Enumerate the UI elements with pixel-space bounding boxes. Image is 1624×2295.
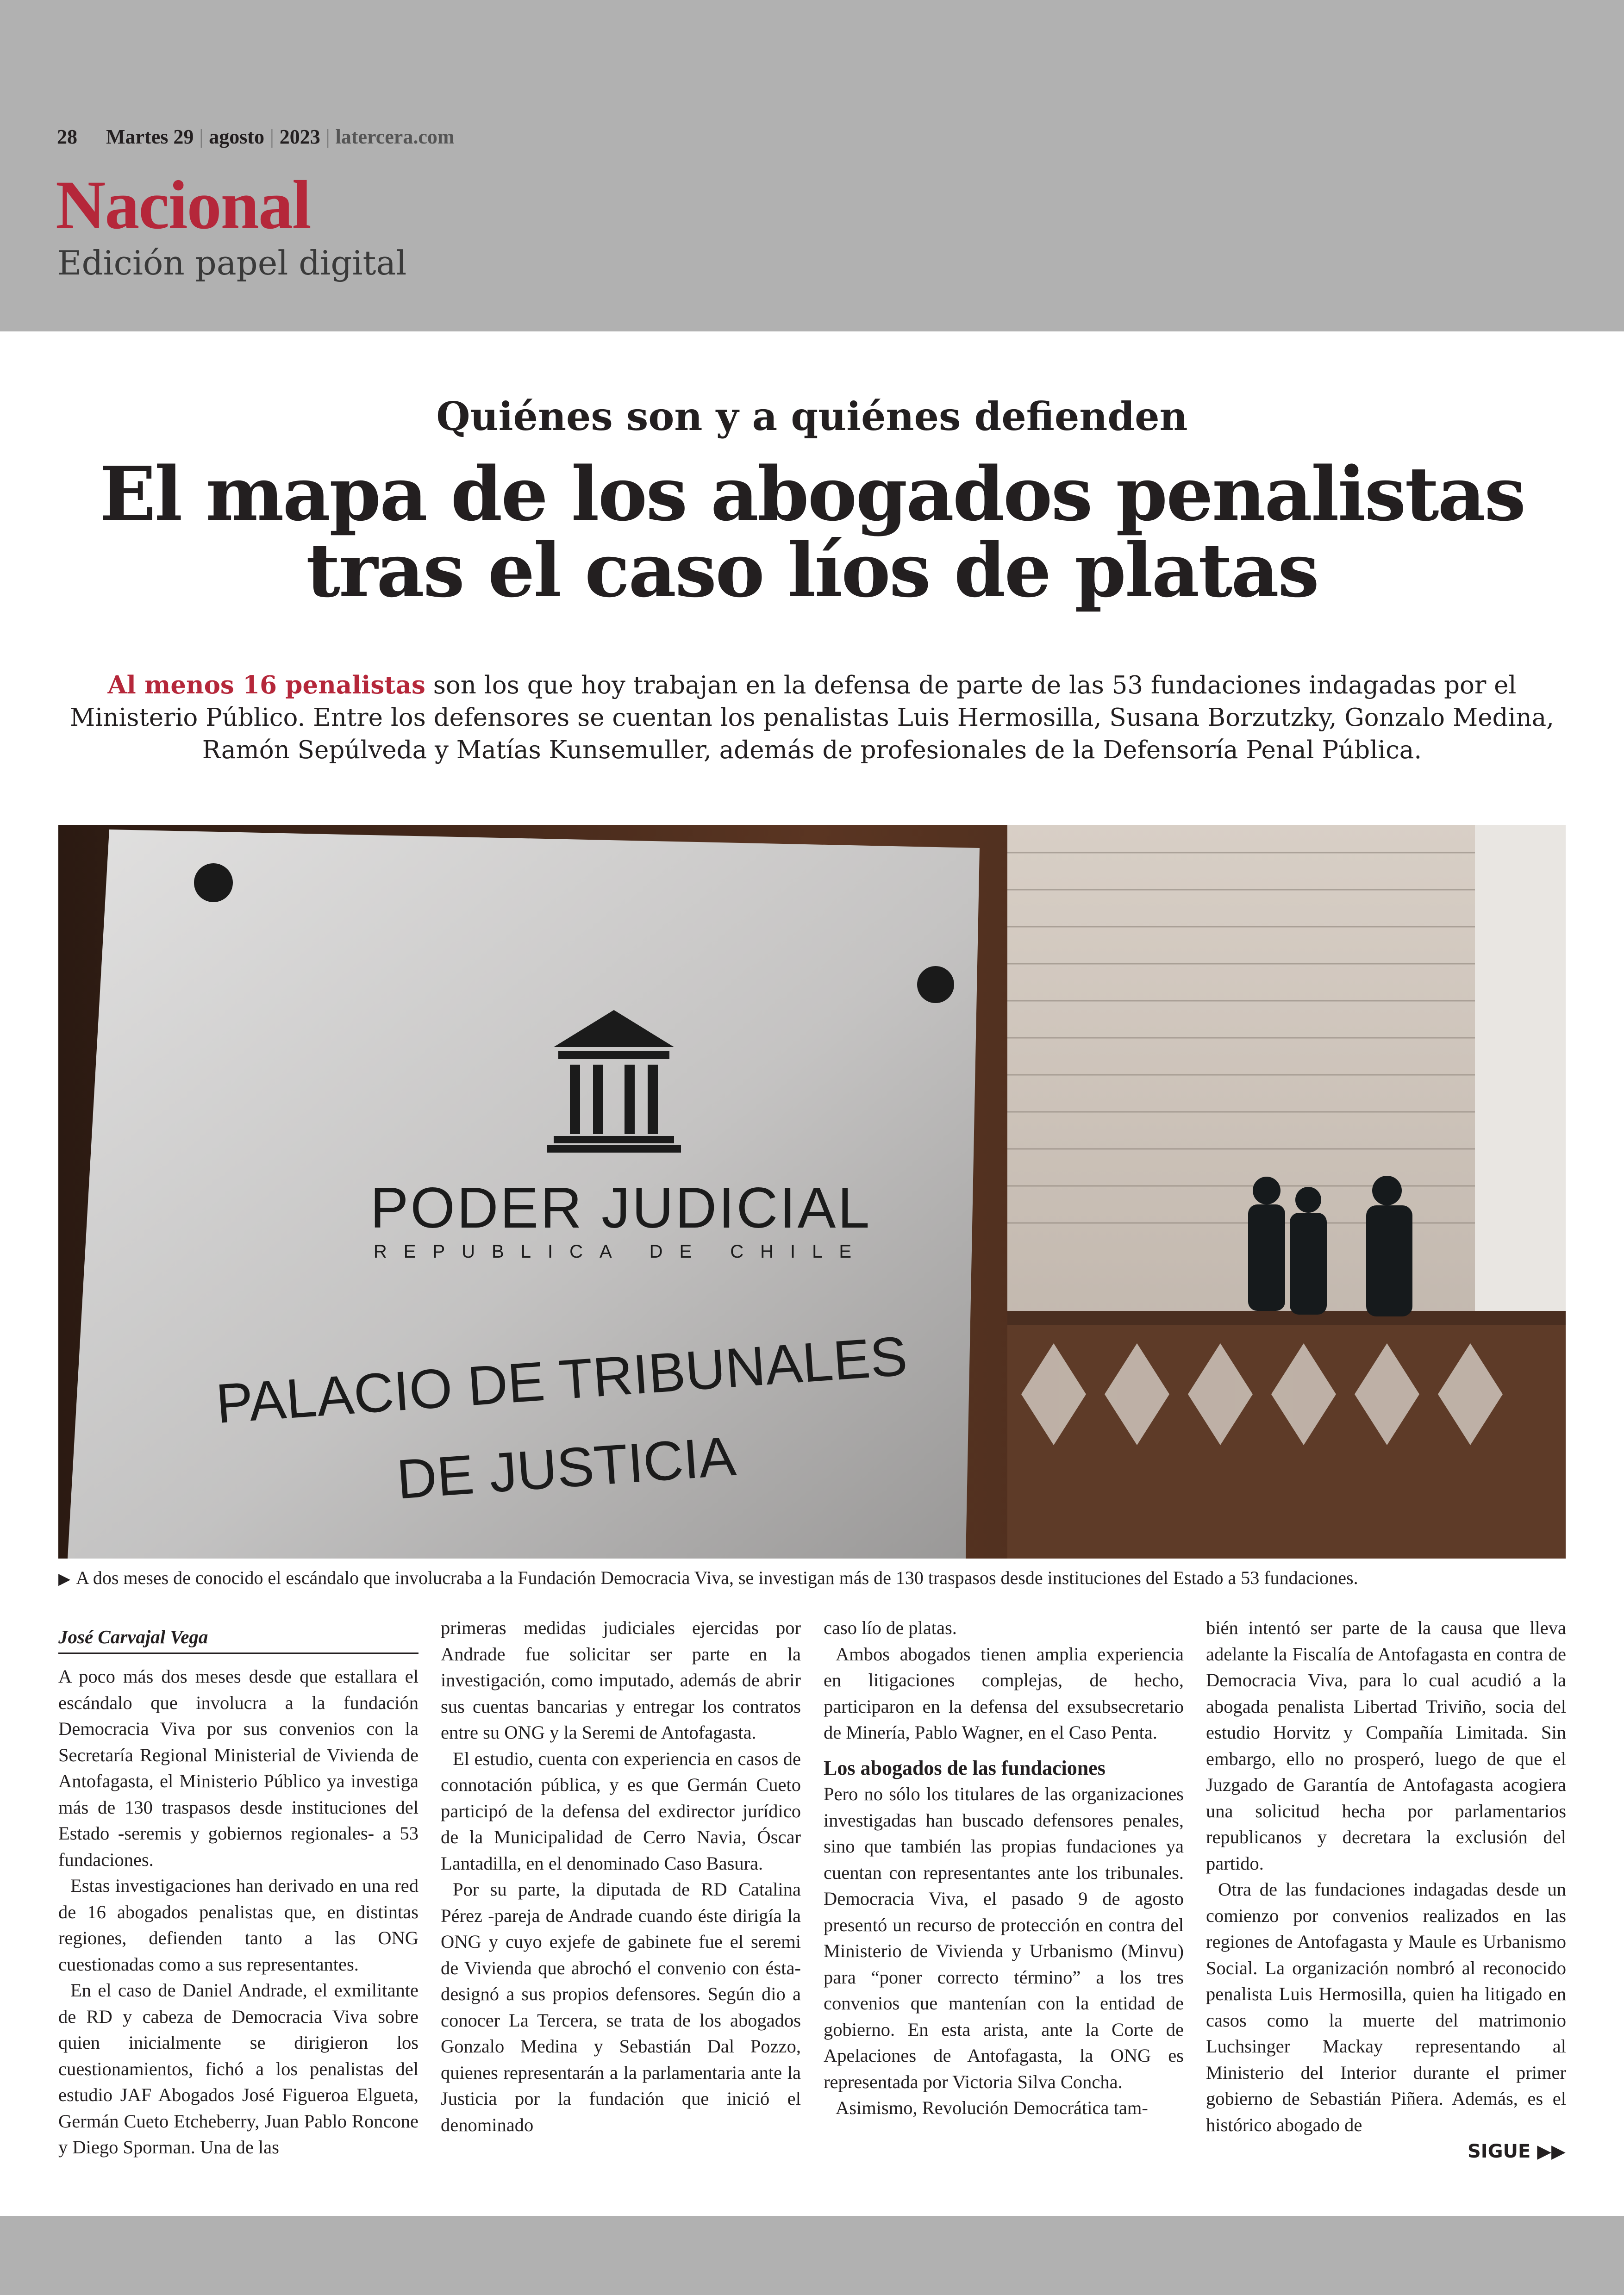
article-lede [60, 669, 1564, 767]
lede-text: son los que hoy trabajan en la defensa de parte de las 53 fundaciones indagadas por el Ministerio Público. Entre los defensores se cuentan los penalistas Luis Hermosilla, Susana Borzutzky, Gonzalo Medina, Ramón Sepúlveda y Matías Kunsemuller, además de profesionales de la Defensoría Penal Pública. [69, 671, 1555, 764]
sign-line-4: DE JUSTICIA [394, 1425, 738, 1511]
issue-month: agosto [209, 125, 264, 148]
edition-label: Edición papel digital [57, 243, 407, 282]
paragraph: En el caso de Daniel Andrade, el exmilitante de RD y cabeza de Democracia Viva sobre quien inicialmente se dirigieron los cuestionamientos, fichó a los penalistas del estudio JAF Abogados José Figueroa Elgueta, Germán Cueto Etcheberry, Juan Pablo Roncone y Diego Sporman. Una de las [58, 1980, 418, 2158]
paragraph: bién intentó ser parte de la causa que lleva adelante la Fiscalía de Antofagasta en contra de Democracia Viva, para lo cual acudió a la abogada penalista Libertad Triviño, socia del estudio Horvitz y Compañía Limitada. Sin embargo, ello no prosperó, luego de que el Juzgado de Garantía de Antofagasta acogiera una solicitud hecha por parlamentarios republicanos y decretara la exclusión del partido. [1206, 1617, 1566, 1874]
issue-year: 2023 [279, 125, 320, 148]
article-photo [58, 825, 1566, 1559]
section-title: Nacional [56, 167, 311, 243]
issue-day: Martes 29 [106, 125, 194, 148]
caption-arrow-icon: ▶ [58, 1571, 71, 1588]
body-column-1 [58, 1664, 418, 2161]
continue-label: SIGUE [1468, 2141, 1531, 2162]
paragraph: Por su parte, la diputada de RD Catalina Pérez -pareja de Andrade cuando éste dirigía la ONG y cuyo exjefe de gabinete fue el seremi de Vivienda que abrochó el convenio con ésta- designó a sus propios defensores. Según dio a conocer La Tercera, se trata de los abogados Gonzalo Medina y Sebastián Dal Pozzo, quienes representarán a la parlamentaria ante la Justicia por la fundación que inició el denominado [441, 1879, 801, 2135]
site-link[interactable]: latercera.com [335, 125, 455, 148]
caption-text: A dos meses de conocido el escándalo que involucraba a la Fundación Democracia Viva, se investigan más de 130 traspasos desde instituciones del Estado a 53 fundaciones. [76, 1567, 1358, 1588]
folio: 28 Martes 29 | agosto | 2023 | latercera.com [57, 125, 455, 148]
courthouse-sign-photo [58, 825, 1566, 1559]
photo-caption [58, 1566, 1566, 1591]
headline-line-1: El mapa de los abogados penalistas [99, 450, 1525, 537]
paragraph: El estudio, cuenta con experiencia en casos de connotación pública, y es que Germán Cueto participó de la defensa del exdirector jurídico de la Municipalidad de Cerro Navia, Óscar Lantadilla, en el denominado Caso Basura. [441, 1748, 801, 1874]
article-headline [93, 450, 1531, 614]
byline: José Carvajal Vega [58, 1625, 418, 1654]
sign-line-1: PODER JUDICIAL [370, 1176, 872, 1240]
body-column-3 [824, 1615, 1184, 2121]
body-column-2 [441, 1615, 801, 2138]
footer-band [0, 2216, 1624, 2295]
lede-highlight: Al menos 16 penalistas [107, 671, 425, 699]
page-number: 28 [57, 125, 77, 148]
sign-line-2: REPUBLICA DE CHILE [373, 1241, 868, 1262]
paragraph: Ambos abogados tienen amplia experiencia en litigaciones complejas, de hecho, participaron en la defensa del exsubsecretario de Minería, Pablo Wagner, en el Caso Penta. [824, 1643, 1184, 1743]
paragraph: Estas investigaciones han derivado en una red de 16 abogados penalistas que, en distintas regiones, defienden tanto a las ONG cuestionadas como a sus representantes. [58, 1875, 418, 1975]
article-kicker: Quiénes son y a quiénes defienden [436, 393, 1188, 439]
paragraph: Asimismo, Revolución Democrática tam- [836, 2097, 1148, 2118]
headline-line-2: tras el caso líos de platas [306, 527, 1318, 614]
subhead: Los abogados de las fundaciones [824, 1756, 1106, 1779]
double-arrow-icon: ▶▶ [1537, 2141, 1566, 2162]
continue-link[interactable] [1468, 2141, 1566, 2162]
paragraph: Pero no sólo los titulares de las organizaciones investigadas han buscado defensores penales, sino que también las propias fundaciones ya cuentan con representantes ante los tribunales. Democracia Viva, el pasado 9 de agosto presentó un recurso de protección en contra del Ministerio de Vivienda y Urbanismo (Minvu) para “poner correcto término” a los tres convenios que mantenían con la entidad de gobierno. En esta arista, ante la Corte de Apelaciones de Antofagasta, la ONG es representada por Victoria Silva Concha. [824, 1784, 1184, 2092]
paragraph: primeras medidas judiciales ejercidas por Andrade fue solicitar ser parte en la investigación, como imputado, además de abrir sus cuentas bancarias y entregar los contratos entre su ONG y la Seremi de Antofagasta. [441, 1617, 801, 1743]
sign-line-3: PALACIO DE TRIBUNALES [214, 1325, 909, 1435]
paragraph: A poco más dos meses desde que estallara el escándalo que involucra a la fundación Democracia Viva por sus convenios con la Secretaría Regional Ministerial de Vivienda de Antofagasta, el Ministerio Público ya investiga más de 130 traspasos desde instituciones del Estado -seremis y gobiernos regionales- a 53 fundaciones. [58, 1666, 418, 1870]
paragraph: Otra de las fundaciones indagadas desde un comienzo por convenios realizados en las regiones de Antofagasta y Maule es Urbanismo Social. La organización nombró al reconocido penalista Luis Hermosilla, quien ha litigado en casos como la muerte del matrimonio Luchsinger Mackay representando al Ministerio del Interior durante el primer gobierno de Sebastián Piñera. Además, es el histórico abogado de [1206, 1879, 1566, 2135]
body-column-4 [1206, 1615, 1566, 2138]
paragraph: caso lío de platas. [824, 1617, 957, 1638]
header-band [0, 0, 1624, 331]
